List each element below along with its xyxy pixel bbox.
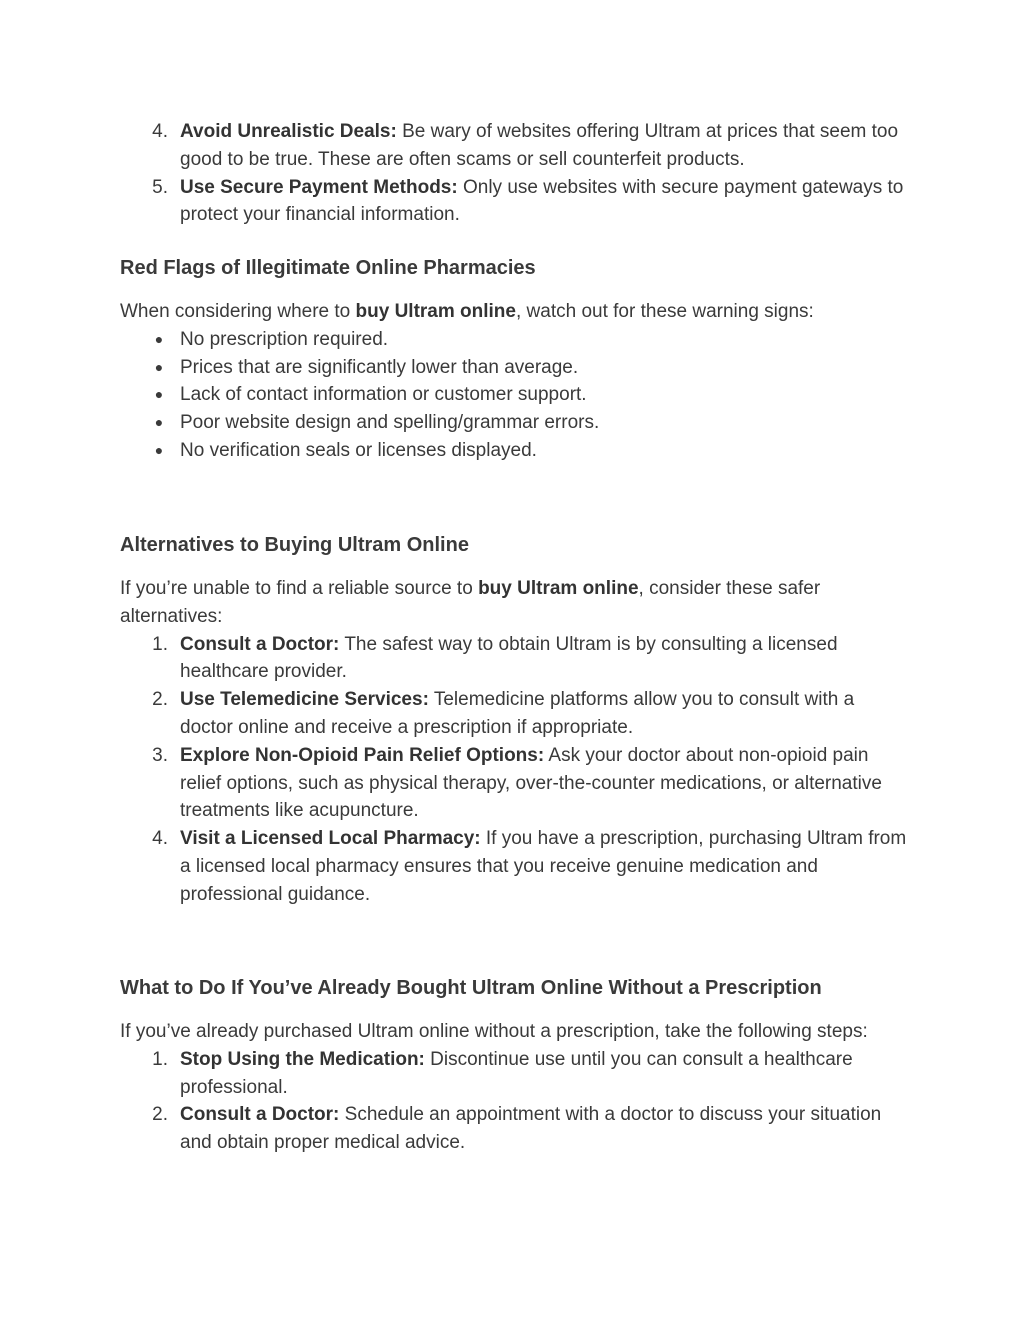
section-heading: Red Flags of Illegitimate Online Pharmacies [120, 257, 536, 279]
already-bought-section [120, 974, 940, 1002]
tips-list-continued [120, 118, 910, 229]
list-item-title: Stop Using the Medication: [180, 1048, 425, 1070]
list-item-text: Poor website design and spelling/grammar errors. [180, 412, 600, 434]
list-number: 4. [152, 121, 168, 142]
list-item-text: Be wary of websites offering Ultram at prices that seem too good to be true. These are often scams or sell counterfeit products. [180, 121, 899, 170]
list-item-title: Explore Non-Opioid Pain Relief Options: [180, 744, 545, 766]
bullet-icon: ● [154, 386, 164, 403]
list-item [120, 437, 910, 465]
list-item-text: Telemedicine platforms allow you to consult with a doctor online and receive a prescription if appropriate. [180, 689, 855, 738]
list-item-text: No prescription required. [180, 328, 389, 350]
list-number: 2. [152, 689, 168, 711]
list-number: 5. [152, 176, 168, 198]
list-item-text: Discontinue use until you can consult a healthcare professional. [180, 1048, 853, 1098]
paragraph [120, 575, 910, 631]
red-flags-body [120, 298, 910, 465]
warning-signs-list [120, 326, 910, 465]
list-item [120, 631, 910, 687]
list-item [120, 1101, 910, 1157]
paragraph-text: When considering where to [120, 301, 356, 322]
alternatives-section [120, 531, 910, 559]
list-item [120, 409, 910, 437]
list-item [120, 174, 910, 230]
list-item-text: The safest way to obtain Ultram is by consulting a licensed healthcare provider. [180, 633, 838, 683]
paragraph-text: , consider these safer alternatives: [120, 578, 821, 627]
section-heading: Alternatives to Buying Ultram Online [120, 534, 469, 556]
list-item-text: No verification seals or licenses displayed. [180, 439, 537, 461]
alternatives-body [120, 575, 910, 909]
list-item-title: Use Telemedicine Services: [180, 689, 429, 711]
list-item-text: Lack of contact information or customer support. [180, 384, 587, 406]
list-item-title: Consult a Doctor: [180, 633, 340, 655]
paragraph [120, 298, 910, 326]
list-item [120, 825, 910, 908]
bullet-icon: ● [154, 330, 164, 347]
list-item-text: If you have a prescription, purchasing Ultram from a licensed local pharmacy ensures that you receive genuine medication and professional guidance. [180, 828, 907, 905]
list-item-title: Use Secure Payment Methods: [180, 176, 458, 198]
paragraph-text: , watch out for these warning signs: [515, 301, 814, 322]
bullet-icon: ● [154, 358, 164, 375]
list-item [120, 742, 910, 825]
bold-phrase: buy Ultram online [478, 578, 639, 599]
list-item-text: Ask your doctor about non-opioid pain relief options, such as physical therapy, over-the-counter medications, or alternative treatments like acupuncture. [180, 744, 882, 822]
bullet-icon: ● [154, 441, 164, 458]
list-number: 3. [152, 744, 168, 766]
list-number: 2. [152, 1104, 168, 1126]
list-item-text: Only use websites with secure payment gateways to protect your financial information. [180, 176, 904, 226]
list-item-text: Schedule an appointment with a doctor to discuss your situation and obtain proper medical advice. [180, 1104, 882, 1154]
paragraph-text: If you’re unable to find a reliable source to [120, 578, 479, 599]
list-item [120, 381, 910, 409]
already-bought-body [120, 1018, 910, 1157]
list-number: 4. [152, 828, 168, 850]
bullet-icon: ● [154, 414, 164, 431]
alternatives-list [120, 631, 910, 909]
list-item-title: Consult a Doctor: [180, 1104, 340, 1126]
list-item [120, 118, 910, 174]
list-item [120, 686, 910, 742]
list-item-title: Visit a Licensed Local Pharmacy: [180, 828, 481, 850]
list-number: 1. [152, 1048, 168, 1070]
list-item [120, 354, 910, 382]
list-item [120, 1046, 910, 1102]
paragraph: If you’ve already purchased Ultram online without a prescription, take the following steps: [120, 1021, 868, 1042]
list-item-text: Prices that are significantly lower than average. [180, 356, 579, 378]
list-item [120, 326, 910, 354]
section-heading: What to Do If You’ve Already Bought Ultram Online Without a Prescription [120, 977, 822, 999]
list-item-title: Avoid Unrealistic Deals: [180, 121, 397, 142]
bold-phrase: buy Ultram online [355, 301, 516, 322]
red-flags-section [120, 254, 910, 282]
steps-list [120, 1046, 910, 1157]
list-number: 1. [152, 633, 168, 655]
